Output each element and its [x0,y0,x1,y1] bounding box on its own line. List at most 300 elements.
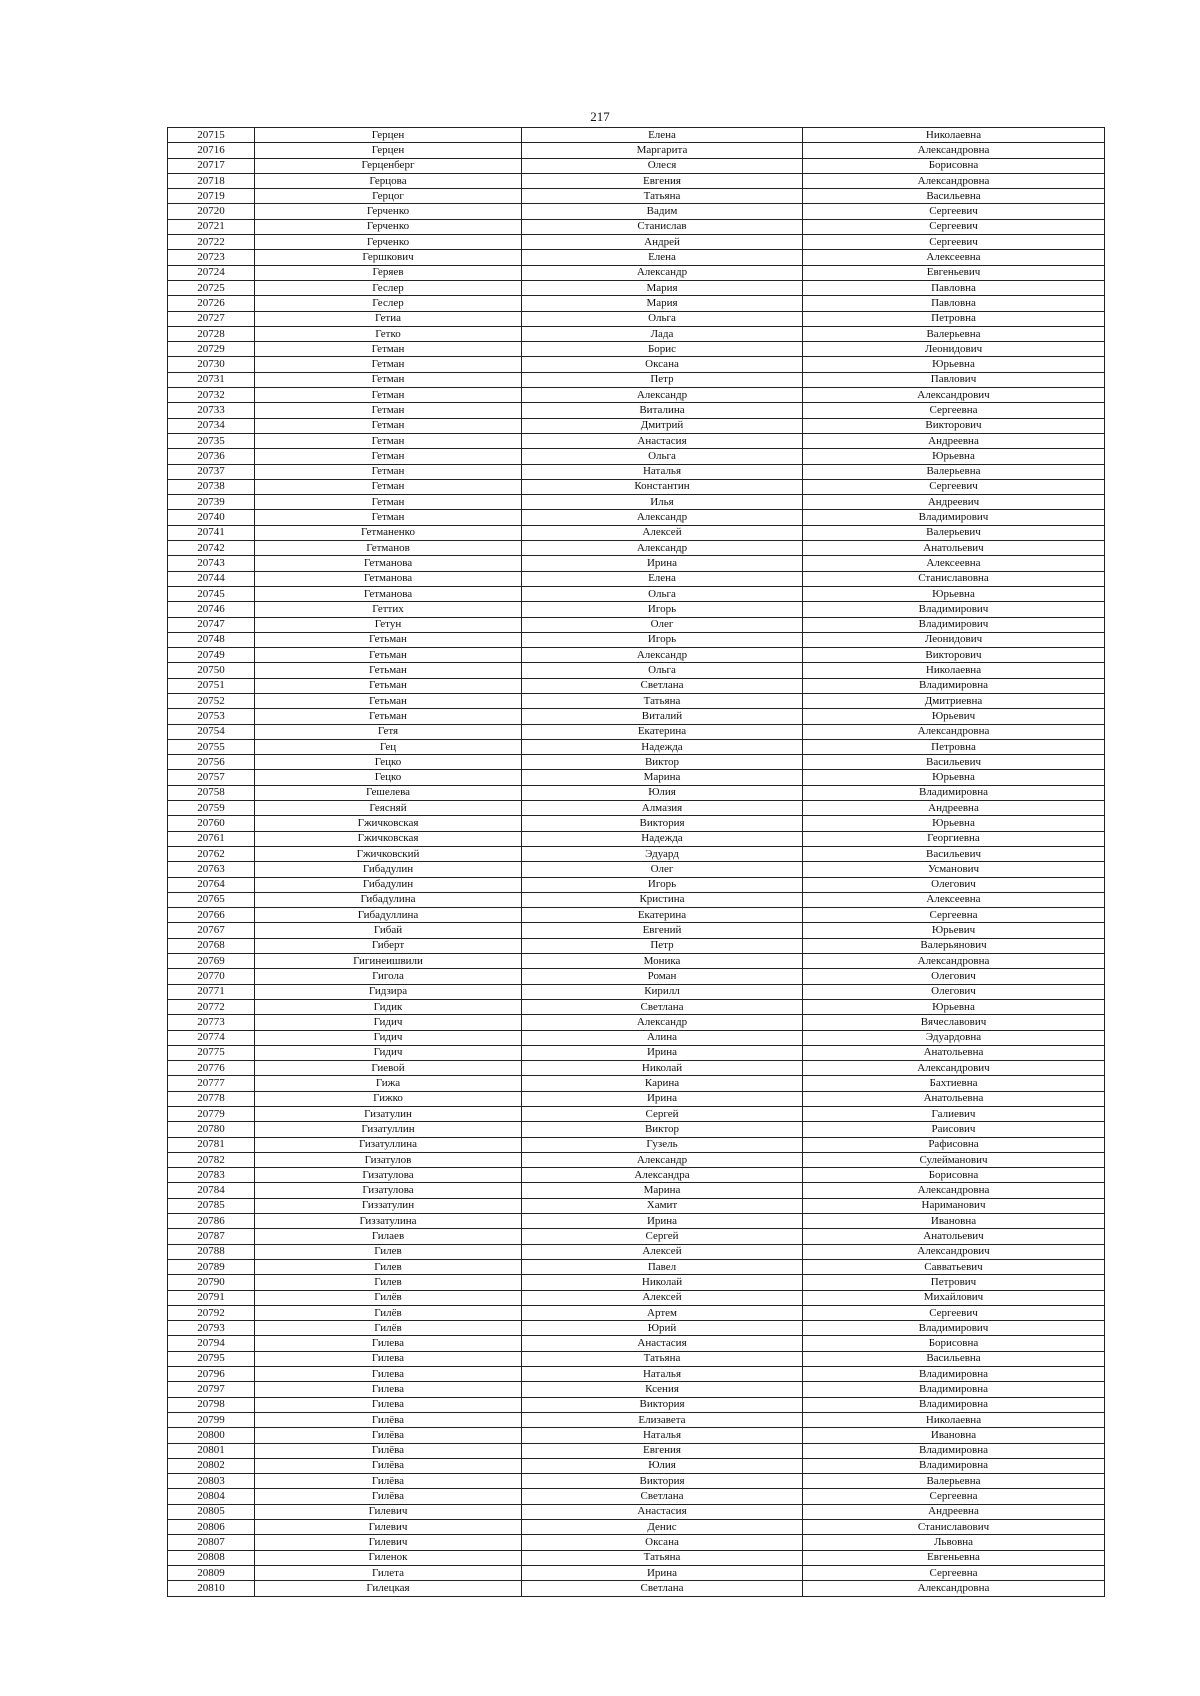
record-number-cell: 20781 [168,1137,255,1152]
record-number-cell: 20772 [168,999,255,1014]
patronymic-cell: Нариманович [803,1198,1105,1213]
surname-cell: Герценберг [255,158,522,173]
first-name-cell: Константин [522,479,803,494]
record-number-cell: 20767 [168,923,255,938]
patronymic-cell: Викторович [803,418,1105,433]
surname-cell: Гжичковская [255,831,522,846]
patronymic-cell: Александровна [803,1183,1105,1198]
patronymic-cell: Сергеевна [803,1489,1105,1504]
table-row [168,1535,1105,1550]
patronymic-cell: Юрьевич [803,709,1105,724]
surname-cell: Гиззатулин [255,1198,522,1213]
table-row [168,984,1105,999]
table-row [168,663,1105,678]
patronymic-cell: Леонидович [803,342,1105,357]
record-number-cell: 20718 [168,173,255,188]
patronymic-cell: Алексеевна [803,556,1105,571]
table-row [168,311,1105,326]
patronymic-cell: Анатольевич [803,1229,1105,1244]
surname-cell: Гилёва [255,1412,522,1427]
table-row [168,1550,1105,1565]
table-row [168,235,1105,250]
table-row [168,495,1105,510]
record-number-cell: 20728 [168,326,255,341]
surname-cell: Гетман [255,479,522,494]
patronymic-cell: Петровна [803,739,1105,754]
patronymic-cell: Раисович [803,1122,1105,1137]
table-row [168,1428,1105,1443]
patronymic-cell: Владимировна [803,1367,1105,1382]
patronymic-cell: Галиевич [803,1107,1105,1122]
first-name-cell: Александр [522,1152,803,1167]
patronymic-cell: Андреевна [803,801,1105,816]
first-name-cell: Моника [522,954,803,969]
surname-cell: Гилев [255,1275,522,1290]
first-name-cell: Виктория [522,816,803,831]
record-number-cell: 20726 [168,296,255,311]
first-name-cell: Александр [522,541,803,556]
table-row [168,999,1105,1014]
record-number-cell: 20740 [168,510,255,525]
record-number-cell: 20731 [168,372,255,387]
surname-cell: Гизатулова [255,1183,522,1198]
surname-cell: Гидич [255,1015,522,1030]
record-number-cell: 20738 [168,479,255,494]
table-row [168,1504,1105,1519]
record-number-cell: 20760 [168,816,255,831]
first-name-cell: Александр [522,388,803,403]
first-name-cell: Илья [522,495,803,510]
record-number-cell: 20733 [168,403,255,418]
surname-cell: Гетьман [255,648,522,663]
table-row [168,1137,1105,1152]
table-row [168,709,1105,724]
patronymic-cell: Владимирович [803,510,1105,525]
table-row [168,801,1105,816]
table-row [168,1107,1105,1122]
table-row [168,296,1105,311]
first-name-cell: Ирина [522,1565,803,1580]
table-row [168,816,1105,831]
surname-cell: Гиззатулина [255,1214,522,1229]
surname-cell: Гилёва [255,1474,522,1489]
patronymic-cell: Рафисовна [803,1137,1105,1152]
surname-cell: Гилёв [255,1305,522,1320]
record-number-cell: 20741 [168,525,255,540]
record-number-cell: 20715 [168,128,255,143]
patronymic-cell: Владимировна [803,678,1105,693]
table-row [168,1458,1105,1473]
surname-cell: Гетьман [255,663,522,678]
first-name-cell: Александр [522,265,803,280]
first-name-cell: Олеся [522,158,803,173]
record-number-cell: 20791 [168,1290,255,1305]
patronymic-cell: Сергеевна [803,403,1105,418]
patronymic-cell: Алексеевна [803,250,1105,265]
table-row [168,372,1105,387]
first-name-cell: Станислав [522,219,803,234]
surname-cell: Гетко [255,326,522,341]
first-name-cell: Татьяна [522,1550,803,1565]
surname-cell: Гидзира [255,984,522,999]
patronymic-cell: Владимировна [803,785,1105,800]
table-row [168,1198,1105,1213]
patronymic-cell: Васильевна [803,189,1105,204]
first-name-cell: Евгения [522,173,803,188]
first-name-cell: Лада [522,326,803,341]
patronymic-cell: Борисовна [803,158,1105,173]
patronymic-cell: Владимирович [803,617,1105,632]
record-number-cell: 20753 [168,709,255,724]
surname-cell: Гилаев [255,1229,522,1244]
table-row [168,831,1105,846]
record-number-cell: 20808 [168,1550,255,1565]
patronymic-cell: Михайлович [803,1290,1105,1305]
record-number-cell: 20751 [168,678,255,693]
first-name-cell: Кирилл [522,984,803,999]
table-row [168,219,1105,234]
surname-cell: Гетьман [255,693,522,708]
first-name-cell: Денис [522,1520,803,1535]
surname-cell: Гилёв [255,1290,522,1305]
surname-cell: Гизатулов [255,1152,522,1167]
table-row [168,1336,1105,1351]
patronymic-cell: Петрович [803,1275,1105,1290]
record-number-cell: 20806 [168,1520,255,1535]
patronymic-cell: Владимирович [803,1321,1105,1336]
patronymic-cell: Дмитриевна [803,693,1105,708]
first-name-cell: Светлана [522,678,803,693]
first-name-cell: Олег [522,617,803,632]
surname-cell: Гилевич [255,1520,522,1535]
table-row [168,1581,1105,1596]
table-row [168,403,1105,418]
surname-cell: Гибадулин [255,862,522,877]
record-number-cell: 20750 [168,663,255,678]
table-row [168,418,1105,433]
surname-cell: Гетман [255,403,522,418]
first-name-cell: Юрий [522,1321,803,1336]
patronymic-cell: Анатольевна [803,1045,1105,1060]
surname-cell: Гешелева [255,785,522,800]
first-name-cell: Елена [522,128,803,143]
surname-cell: Гизатулова [255,1168,522,1183]
first-name-cell: Николай [522,1061,803,1076]
patronymic-cell: Борисовна [803,1336,1105,1351]
record-number-cell: 20803 [168,1474,255,1489]
first-name-cell: Виталий [522,709,803,724]
first-name-cell: Анастасия [522,1336,803,1351]
table-row [168,755,1105,770]
record-number-cell: 20766 [168,908,255,923]
surname-cell: Гетман [255,464,522,479]
first-name-cell: Карина [522,1076,803,1091]
first-name-cell: Мария [522,280,803,295]
record-number-cell: 20805 [168,1504,255,1519]
table-row [168,877,1105,892]
record-number-cell: 20801 [168,1443,255,1458]
surname-cell: Гизатулин [255,1107,522,1122]
first-name-cell: Сергей [522,1107,803,1122]
table-row [168,1152,1105,1167]
record-number-cell: 20797 [168,1382,255,1397]
table-row [168,1122,1105,1137]
first-name-cell: Ирина [522,1214,803,1229]
first-name-cell: Евгений [522,923,803,938]
first-name-cell: Эдуард [522,846,803,861]
table-row [168,1290,1105,1305]
patronymic-cell: Юрьевна [803,449,1105,464]
first-name-cell: Ирина [522,556,803,571]
first-name-cell: Павел [522,1259,803,1274]
first-name-cell: Алина [522,1030,803,1045]
first-name-cell: Оксана [522,357,803,372]
page-number: 217 [590,109,610,124]
record-number-cell: 20786 [168,1214,255,1229]
table-row [168,265,1105,280]
patronymic-cell: Сергеевна [803,1565,1105,1580]
patronymic-cell: Сергеевич [803,219,1105,234]
record-number-cell: 20745 [168,586,255,601]
first-name-cell: Хамит [522,1198,803,1213]
surname-cell: Гетьман [255,678,522,693]
surname-cell: Гилева [255,1367,522,1382]
surname-cell: Гетя [255,724,522,739]
first-name-cell: Александр [522,1015,803,1030]
record-number-cell: 20729 [168,342,255,357]
table-row [168,1259,1105,1274]
record-number-cell: 20721 [168,219,255,234]
first-name-cell: Ольга [522,586,803,601]
table-row [168,693,1105,708]
patronymic-cell: Борисовна [803,1168,1105,1183]
surname-cell: Гетман [255,418,522,433]
table-row [168,556,1105,571]
surname-cell: Гетьман [255,632,522,647]
record-number-cell: 20776 [168,1061,255,1076]
surname-cell: Гидик [255,999,522,1014]
first-name-cell: Наталья [522,1367,803,1382]
patronymic-cell: Сергеевич [803,1305,1105,1320]
record-number-cell: 20810 [168,1581,255,1596]
first-name-cell: Татьяна [522,693,803,708]
patronymic-cell: Валерьевна [803,464,1105,479]
first-name-cell: Борис [522,342,803,357]
first-name-cell: Анастасия [522,433,803,448]
first-name-cell: Маргарита [522,143,803,158]
record-number-cell: 20798 [168,1397,255,1412]
surname-cell: Гетман [255,357,522,372]
first-name-cell: Ирина [522,1091,803,1106]
record-number-cell: 20785 [168,1198,255,1213]
record-number-cell: 20754 [168,724,255,739]
first-name-cell: Андрей [522,235,803,250]
first-name-cell: Виктория [522,1474,803,1489]
patronymic-cell: Андреевич [803,495,1105,510]
surname-cell: Гилев [255,1259,522,1274]
record-number-cell: 20764 [168,877,255,892]
record-number-cell: 20761 [168,831,255,846]
surname-cell: Гетман [255,372,522,387]
record-number-cell: 20771 [168,984,255,999]
patronymic-cell: Эдуардовна [803,1030,1105,1045]
table-row [168,433,1105,448]
record-number-cell: 20717 [168,158,255,173]
table-row [168,342,1105,357]
table-row [168,1520,1105,1535]
record-number-cell: 20769 [168,954,255,969]
patronymic-cell: Васильевна [803,1351,1105,1366]
surname-cell: Гетиа [255,311,522,326]
patronymic-cell: Андреевна [803,1504,1105,1519]
table-row [168,250,1105,265]
first-name-cell: Игорь [522,877,803,892]
surname-cell: Гетман [255,510,522,525]
surname-cell: Геттих [255,602,522,617]
surname-cell: Гиберт [255,938,522,953]
surname-cell: Гершкович [255,250,522,265]
surname-cell: Гилета [255,1565,522,1580]
record-number-cell: 20725 [168,280,255,295]
first-name-cell: Марина [522,1183,803,1198]
record-number-cell: 20765 [168,892,255,907]
patronymic-cell: Владимирович [803,602,1105,617]
first-name-cell: Ксения [522,1382,803,1397]
table-row [168,1489,1105,1504]
first-name-cell: Виктор [522,1122,803,1137]
first-name-cell: Елизавета [522,1412,803,1427]
surname-cell: Герцен [255,128,522,143]
patronymic-cell: Юрьевна [803,816,1105,831]
table-row [168,862,1105,877]
record-number-cell: 20737 [168,464,255,479]
table-row [168,1183,1105,1198]
record-number-cell: 20730 [168,357,255,372]
patronymic-cell: Георгиевна [803,831,1105,846]
first-name-cell: Надежда [522,739,803,754]
first-name-cell: Юлия [522,1458,803,1473]
patronymic-cell: Сергеевна [803,908,1105,923]
record-number-cell: 20775 [168,1045,255,1060]
table-row [168,739,1105,754]
record-number-cell: 20787 [168,1229,255,1244]
table-row [168,969,1105,984]
surname-cell: Гетман [255,449,522,464]
first-name-cell: Александр [522,648,803,663]
surname-cell: Гетман [255,388,522,403]
record-number-cell: 20748 [168,632,255,647]
surname-cell: Гилевич [255,1504,522,1519]
first-name-cell: Мария [522,296,803,311]
table-row [168,1045,1105,1060]
table-row [168,280,1105,295]
surname-cell: Гибадулина [255,892,522,907]
first-name-cell: Виктория [522,1397,803,1412]
first-name-cell: Татьяна [522,189,803,204]
surname-cell: Гилёва [255,1489,522,1504]
record-number-cell: 20756 [168,755,255,770]
first-name-cell: Елена [522,250,803,265]
surname-cell: Гилева [255,1351,522,1366]
patronymic-cell: Олегович [803,969,1105,984]
surname-cell: Гиевой [255,1061,522,1076]
record-number-cell: 20746 [168,602,255,617]
record-number-cell: 20747 [168,617,255,632]
surname-cell: Гилёва [255,1443,522,1458]
surname-cell: Гец [255,739,522,754]
record-number-cell: 20782 [168,1152,255,1167]
surname-cell: Гетманенко [255,525,522,540]
record-number-cell: 20723 [168,250,255,265]
table-row [168,1367,1105,1382]
record-number-cell: 20732 [168,388,255,403]
surname-cell: Гидич [255,1045,522,1060]
record-number-cell: 20755 [168,739,255,754]
surname-cell: Гетманова [255,586,522,601]
record-number-cell: 20784 [168,1183,255,1198]
record-number-cell: 20783 [168,1168,255,1183]
table-row [168,1244,1105,1259]
table-row [168,923,1105,938]
first-name-cell: Ольга [522,311,803,326]
patronymic-cell: Павловна [803,296,1105,311]
first-name-cell: Надежда [522,831,803,846]
record-number-cell: 20763 [168,862,255,877]
table-row [168,617,1105,632]
patronymic-cell: Александрович [803,388,1105,403]
surname-cell: Гижко [255,1091,522,1106]
table-row [168,173,1105,188]
record-number-cell: 20749 [168,648,255,663]
patronymic-cell: Юрьевич [803,923,1105,938]
record-number-cell: 20802 [168,1458,255,1473]
patronymic-cell: Владимировна [803,1397,1105,1412]
record-number-cell: 20804 [168,1489,255,1504]
record-number-cell: 20788 [168,1244,255,1259]
table-row [168,1061,1105,1076]
table-row [168,648,1105,663]
table-row [168,632,1105,647]
first-name-cell: Игорь [522,602,803,617]
first-name-cell: Кристина [522,892,803,907]
surname-cell: Гжичковская [255,816,522,831]
patronymic-cell: Павловна [803,280,1105,295]
first-name-cell: Александра [522,1168,803,1183]
surname-cell: Гиленок [255,1550,522,1565]
first-name-cell: Ольга [522,663,803,678]
first-name-cell: Виталина [522,403,803,418]
record-number-cell: 20719 [168,189,255,204]
patronymic-cell: Усманович [803,862,1105,877]
record-number-cell: 20762 [168,846,255,861]
surname-cell: Гилевич [255,1535,522,1550]
table-row [168,1351,1105,1366]
surname-cell: Герченко [255,219,522,234]
surname-cell: Гидич [255,1030,522,1045]
patronymic-cell: Юрьевна [803,770,1105,785]
surname-cell: Герцен [255,143,522,158]
table-row [168,571,1105,586]
surname-cell: Гигола [255,969,522,984]
patronymic-cell: Савватьевич [803,1259,1105,1274]
table-row [168,204,1105,219]
first-name-cell: Петр [522,938,803,953]
first-name-cell: Алексей [522,1244,803,1259]
table-row [168,1015,1105,1030]
table-row [168,128,1105,143]
table-row [168,724,1105,739]
patronymic-cell: Александровна [803,143,1105,158]
